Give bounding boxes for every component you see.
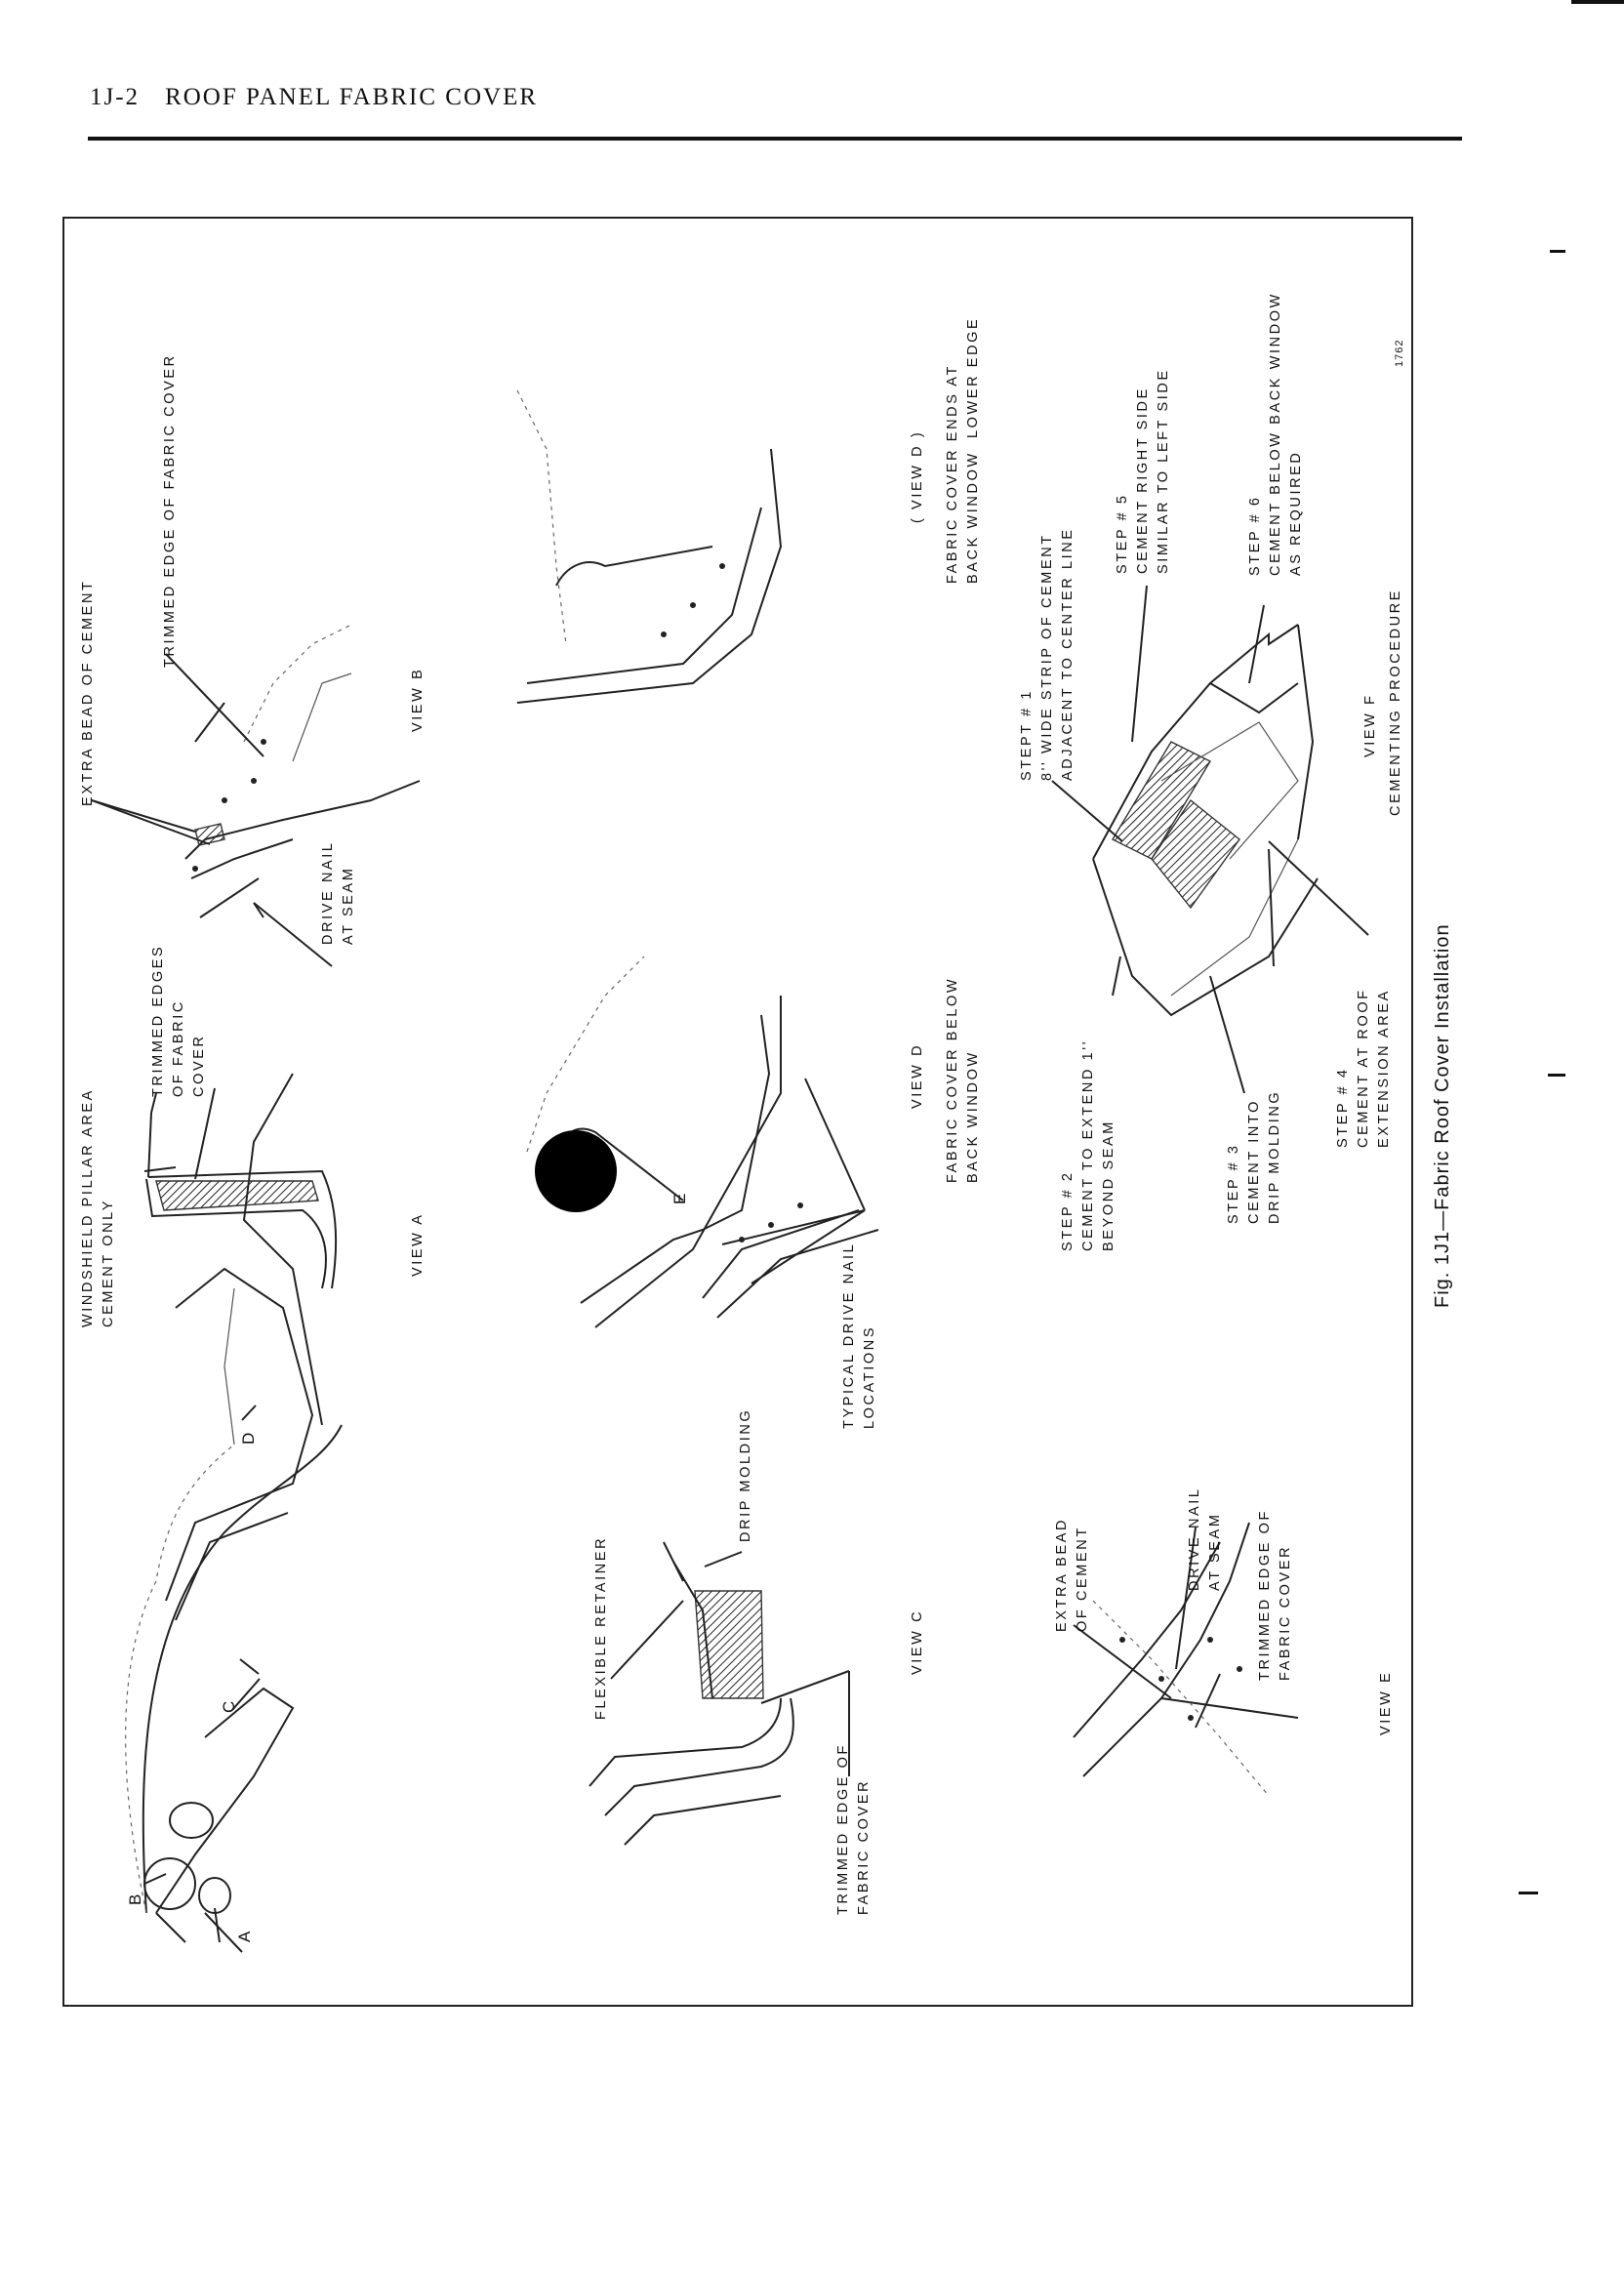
label-step-3: STEP # 3 CEMENT INTO DRIP MOLDING — [1226, 1089, 1282, 1224]
view-a-title: VIEW A — [410, 1212, 426, 1277]
callout-b: B — [126, 1893, 144, 1905]
view-d-title: VIEW D — [910, 1042, 925, 1109]
label-flexible-retainer: FLEXIBLE RETAINER — [593, 1535, 609, 1720]
label-drive-nail-e: DRIVE NAIL AT SEAM — [1187, 1486, 1223, 1591]
view-c-title: VIEW C — [910, 1608, 925, 1675]
view-f-drawing — [1093, 625, 1318, 1015]
page-number: 1J-2 — [90, 84, 141, 110]
view-d-drawing — [527, 957, 878, 1327]
label-drip-molding: DRIP MOLDING — [738, 1407, 753, 1542]
label-trimmed-edge-b: TRIMMED EDGE OF FABRIC COVER — [162, 353, 178, 668]
figure-caption: Fig. 1J1—Fabric Roof Cover Installation — [1432, 923, 1453, 1308]
view-c-drawing — [589, 1542, 793, 1845]
view-f-title: VIEW F — [1362, 693, 1378, 757]
label-step-6: STEP # 6 CEMENT BELOW BACK WINDOW AS REQUIRED — [1247, 292, 1304, 576]
label-trimmed-edge-e: TRIMMED EDGE OF FABRIC COVER — [1257, 1509, 1293, 1681]
view-d-alt-title: ( VIEW D ) — [910, 429, 925, 523]
view-f-subtitle: CEMENTING PROCEDURE — [1388, 588, 1403, 816]
label-trimmed-edges: TRIMMED EDGES OF FABRIC COVER — [150, 944, 207, 1097]
callout-d: D — [239, 1432, 258, 1445]
callout-a: A — [235, 1931, 254, 1942]
label-extra-bead-e: EXTRA BEAD OF CEMENT — [1054, 1517, 1090, 1632]
label-step-1: STEPT # 1 8'' WIDE STRIP OF CEMENT ADJACENT TO CENTER LINE — [1019, 527, 1076, 781]
label-drive-nail-b: DRIVE NAIL AT SEAM — [320, 840, 356, 945]
section-title: ROOF PANEL FABRIC COVER — [165, 84, 539, 110]
view-b-title: VIEW B — [410, 667, 426, 732]
view-a-drawing — [144, 1167, 336, 1288]
callout-e: E — [670, 1193, 689, 1204]
label-fabric-below: FABRIC COVER BELOW BACK WINDOW — [945, 976, 981, 1183]
view-e-title: VIEW E — [1378, 1670, 1394, 1735]
callout-c: C — [220, 1700, 238, 1713]
label-trimmed-edge-c: TRIMMED EDGE OF FABRIC COVER — [835, 1743, 872, 1915]
label-fabric-ends: FABRIC COVER ENDS AT BACK WINDOW LOWER EDGE — [945, 316, 981, 584]
label-windshield-pillar: WINDSHIELD PILLAR AREA CEMENT ONLY — [80, 1088, 116, 1327]
label-step-5: STEP # 5 CEMENT RIGHT SIDE SIMILAR TO LEFT SIDE — [1115, 368, 1171, 574]
view-b-drawing — [185, 625, 420, 917]
art-code: 1762 — [1394, 339, 1405, 367]
label-typical-drive-nail: TYPICAL DRIVE NAIL LOCATIONS — [841, 1242, 877, 1429]
view-d-alt-drawing — [517, 390, 781, 703]
label-step-4: STEP # 4 CEMENT AT ROOF EXTENSION AREA — [1335, 988, 1392, 1148]
label-step-2: STEP # 2 CEMENT TO EXTEND 1'' BEYOND SEAM — [1060, 1038, 1116, 1251]
label-extra-bead-b: EXTRA BEAD OF CEMENT — [80, 579, 96, 806]
